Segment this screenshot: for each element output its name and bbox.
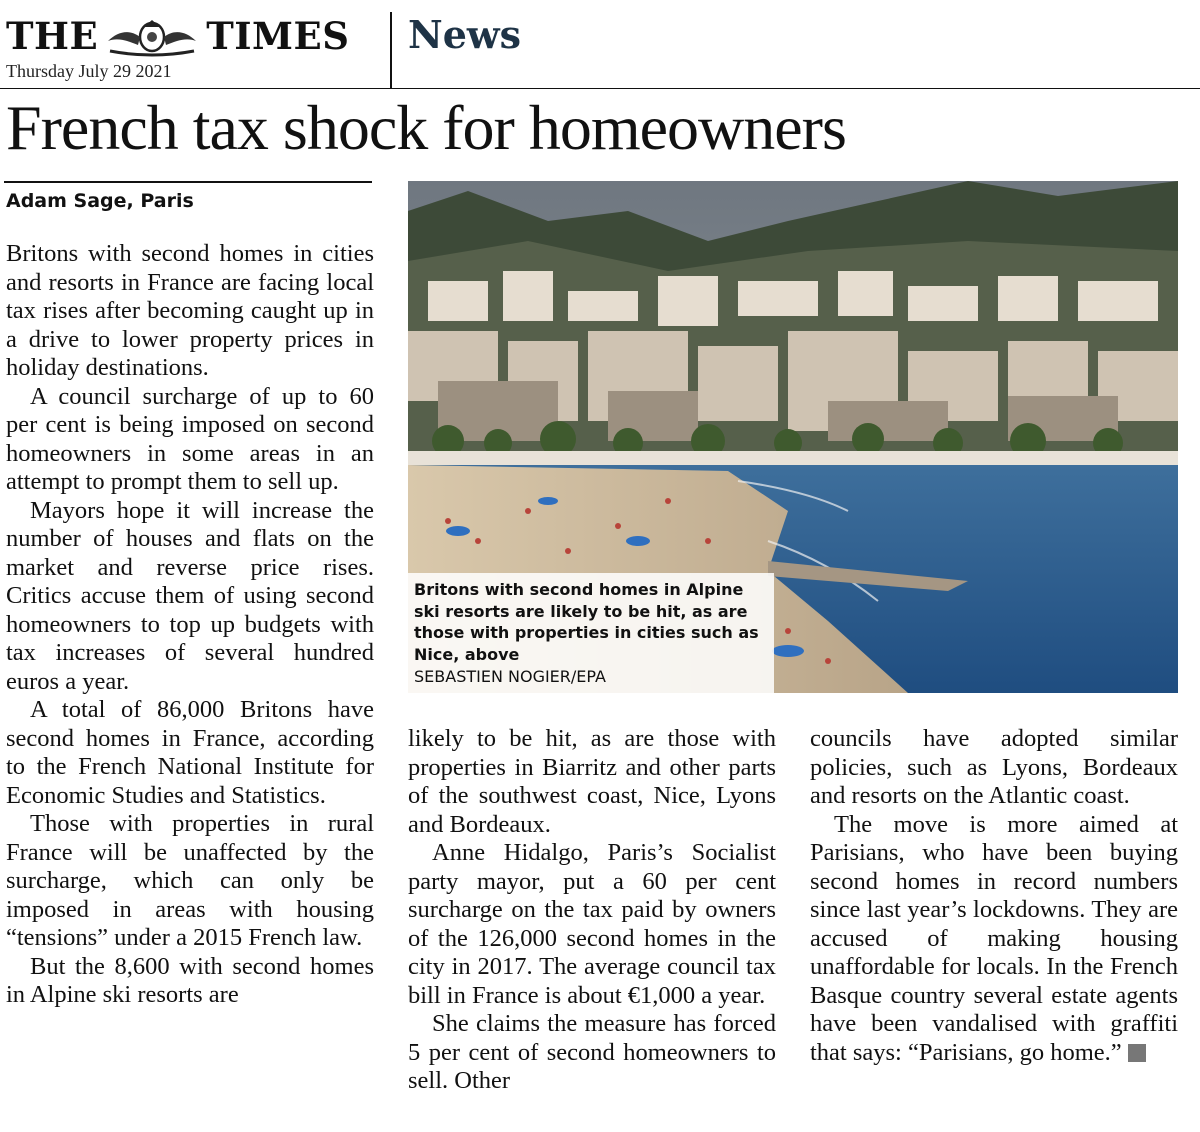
end-mark-icon: [1128, 1044, 1146, 1062]
paragraph: Those with properties in rural France will be unaffected by the surcharge, which can only be imposed in areas with housing “tensions” under a 2015 French law.: [6, 810, 374, 951]
article-column-1: [6, 240, 374, 1010]
section-label: News: [408, 12, 522, 57]
logo-word-the: THE: [6, 14, 99, 58]
paragraph: councils have adopted similar policies, such as Lyons, Bordeaux and resorts on the Atlantic coast.: [810, 725, 1178, 809]
paragraph: likely to be hit, as are those with properties in Biarritz and other parts of the southwest coast, Nice, Lyons and Bordeaux.: [408, 725, 776, 838]
final-paragraph-text: The move is more aimed at Parisians, who have been buying second homes in record numbers since last year’s lockdowns. They are accused of making housing unaffordable for locals. In the French Basque country several estate agents have been vandalised with graffiti that says: “Parisians, go home.”: [810, 810, 1178, 1066]
paragraph: Britons with second homes in cities and resorts in France are facing local tax rises after becoming caught up in a drive to lower property prices in holiday destinations.: [6, 240, 374, 381]
photo-credit: SEBASTIEN NOGIER/EPA: [414, 667, 606, 686]
caption-box: [408, 573, 774, 693]
article-column-3: [810, 725, 1178, 1067]
paragraph: A council surcharge of up to 60 per cent is being imposed on second homeowners in some areas in an attempt to prompt them to sell up.: [6, 382, 374, 495]
masthead: [0, 0, 1200, 88]
paragraph: A total of 86,000 Britons have second homes in France, according to the French National Institute for Economic Studies and Statistics.: [6, 696, 374, 809]
royal-crest-icon: [104, 15, 200, 57]
article-column-2: [408, 725, 776, 1096]
byline: Adam Sage, Paris: [6, 190, 194, 212]
headline: French tax shock for homeowners: [6, 92, 846, 163]
paragraph: [810, 811, 1178, 1068]
logo-word-times: TIMES: [206, 14, 350, 58]
masthead-divider: [390, 12, 392, 88]
byline-rule: [4, 181, 372, 183]
paragraph: But the 8,600 with second homes in Alpine ski resorts are: [6, 952, 374, 1008]
photo-caption: Britons with second homes in Alpine ski resorts are likely to be hit, as are those with properties in cities such as Nice, above: [414, 580, 759, 664]
newspaper-logo: [6, 14, 349, 58]
paragraph: She claims the measure has forced 5 per cent of second homeowners to sell. Other: [408, 1010, 776, 1094]
paragraph: Mayors hope it will increase the number of houses and flats on the market and reverse price rises. Critics accuse them of using second homeowners to top up budgets with tax increases of several hundred euros a year.: [6, 496, 374, 695]
publication-date: Thursday July 29 2021: [6, 61, 172, 81]
paragraph: Anne Hidalgo, Paris’s Socialist party mayor, put a 60 per cent surcharge on the tax paid by owners of the 126,000 second homes in the city in 2017. The average council tax bill in France is about €1,000 a year.: [408, 839, 776, 1009]
article-photo: [408, 181, 1178, 693]
